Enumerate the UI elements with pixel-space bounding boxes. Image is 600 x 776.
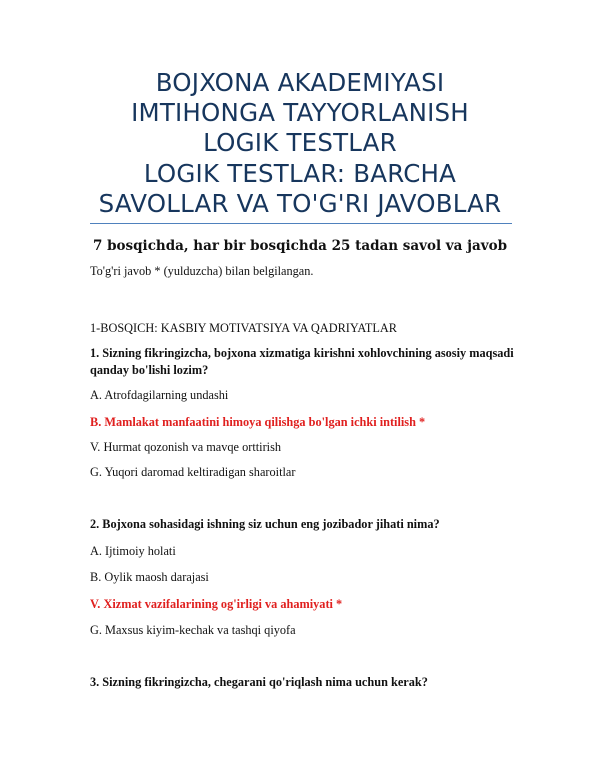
q2-option-v-correct: V. Xizmat vazifalarining og'irligi va ahamiyati *: [90, 597, 343, 611]
title-line: SAVOLLAR VA TO'G'RI JAVOBLAR: [98, 188, 502, 218]
section-heading: 1-BOSQICH: KASBIY MOTIVATSIYA VA QADRIYATLAR: [90, 321, 398, 335]
q1-option-b-correct: B. Mamlakat manfaatini himoya qilishga bo'lgan ichki intilish *: [90, 415, 426, 429]
document-title: [60, 68, 540, 219]
correct-answer-note: To'g'ri javob * (yulduzcha) bilan belgilangan.: [90, 264, 314, 278]
title-line: LOGIK TESTLAR: [203, 128, 397, 158]
title-line: IMTIHONGA TAYYORLANISH: [131, 98, 469, 128]
question-2: 2. Bojxona sohasidagi ishning siz uchun eng jozibador jihati nima?: [90, 517, 440, 531]
question-3: 3. Sizning fikringizcha, chegarani qo'riqlash nima uchun kerak?: [90, 675, 428, 689]
q1-option-g: G. Yuqori daromad keltiradigan sharoitlar: [90, 465, 296, 479]
q2-option-g: G. Maxsus kiyim-kechak va tashqi qiyofa: [90, 623, 296, 637]
question-1: 1. Sizning fikringizcha, bojxona xizmatiga kirishni xohlovchining asosiy maqsadi qanday bo'lishi lozim?: [90, 346, 514, 377]
q1-option-v: V. Hurmat qozonish va mavqe orttirish: [90, 440, 282, 454]
q2-option-a: A. Ijtimoiy holati: [90, 544, 176, 558]
title-underline: [90, 223, 512, 224]
document-subtitle: 7 bosqichda, har bir bosqichda 25 tadan savol va javob: [92, 238, 508, 254]
q2-option-b: B. Oylik maosh darajasi: [90, 570, 209, 584]
title-line: LOGIK TESTLAR: BARCHA: [143, 158, 457, 188]
q1-option-a: A. Atrofdagilarning undashi: [90, 388, 229, 402]
title-line: BOJXONA AKADEMIYASI: [155, 68, 445, 97]
